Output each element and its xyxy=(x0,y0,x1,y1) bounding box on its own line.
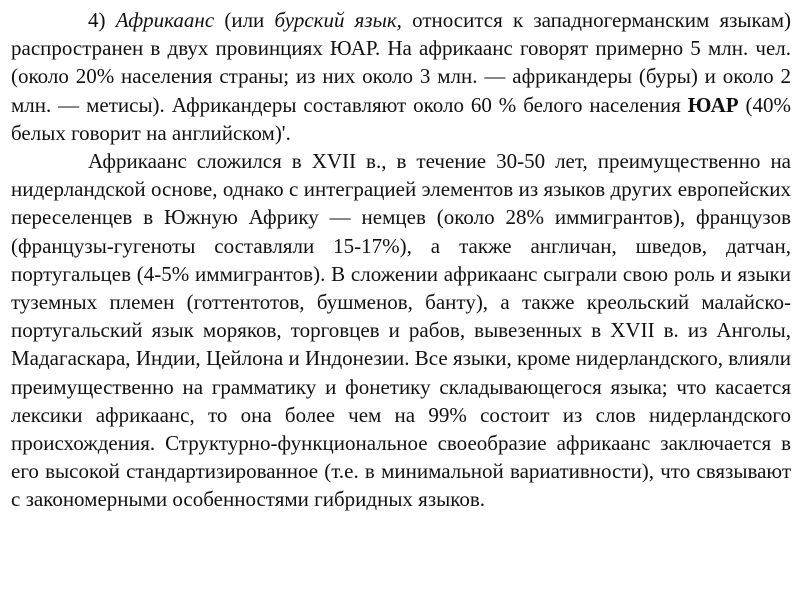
paragraph-text-part: относится к западногерманским языкам) распространен в двух провинциях ЮАР. На африкаанс говорят примерно 5 млн. чел. (около 20% населения страны; из них около 3 млн. — африкандеры (буры) и около 2 млн. — метисы). Африкандеры составляют около 60 % белого населения xyxy=(11,8,791,117)
item-number: 4) xyxy=(88,8,116,32)
bold-term-yuar: ЮАР xyxy=(687,92,739,117)
paragraph-text-part: (40% белых говорит на английском)'. xyxy=(11,92,791,145)
document-page xyxy=(11,6,791,514)
term-afrikaans: Африкаанс xyxy=(115,8,215,32)
paragraph-afrikaans-history: Африкаанс сложился в XVII в., в течение 30-50 лет, преимущественно на нидерландской основе, однако с интеграцией элементов из языков других европейских переселенцев в Южную Африку — немцев (около 28% иммигрантов), французов (французы-гугеноты составляли 15-17%), а также англичан, шведов, датчан, португальцев (4-5% иммигрантов). В сложении африкаанс сыграли свою роль и языки туземных племен (готтентотов, бушменов, банту), а также креольский малайско-португальский язык моряков, торговцев и рабов, вывезенных в XVII в. из Анголы, Мадагаскара, Индии, Цейлона и Индонезии. Все языки, кроме нидерландского, влияли преимущественно на грамматику и фонетику складывающегося языка; что касается лексики африкаанс, то она более чем на 99% состоит из слов нидерландского происхождения. Структурно-функциональное своеобразие африкаанс заключается в его высокой стандартизированное (т.е. в минимальной вариативности), что связывают с закономерными особенностями гибридных языков. xyxy=(11,149,791,512)
paragraph-text-part: (или xyxy=(214,8,275,32)
paragraph-afrikaans-intro xyxy=(11,6,791,147)
term-boer-language: бурский язык, xyxy=(274,8,402,32)
